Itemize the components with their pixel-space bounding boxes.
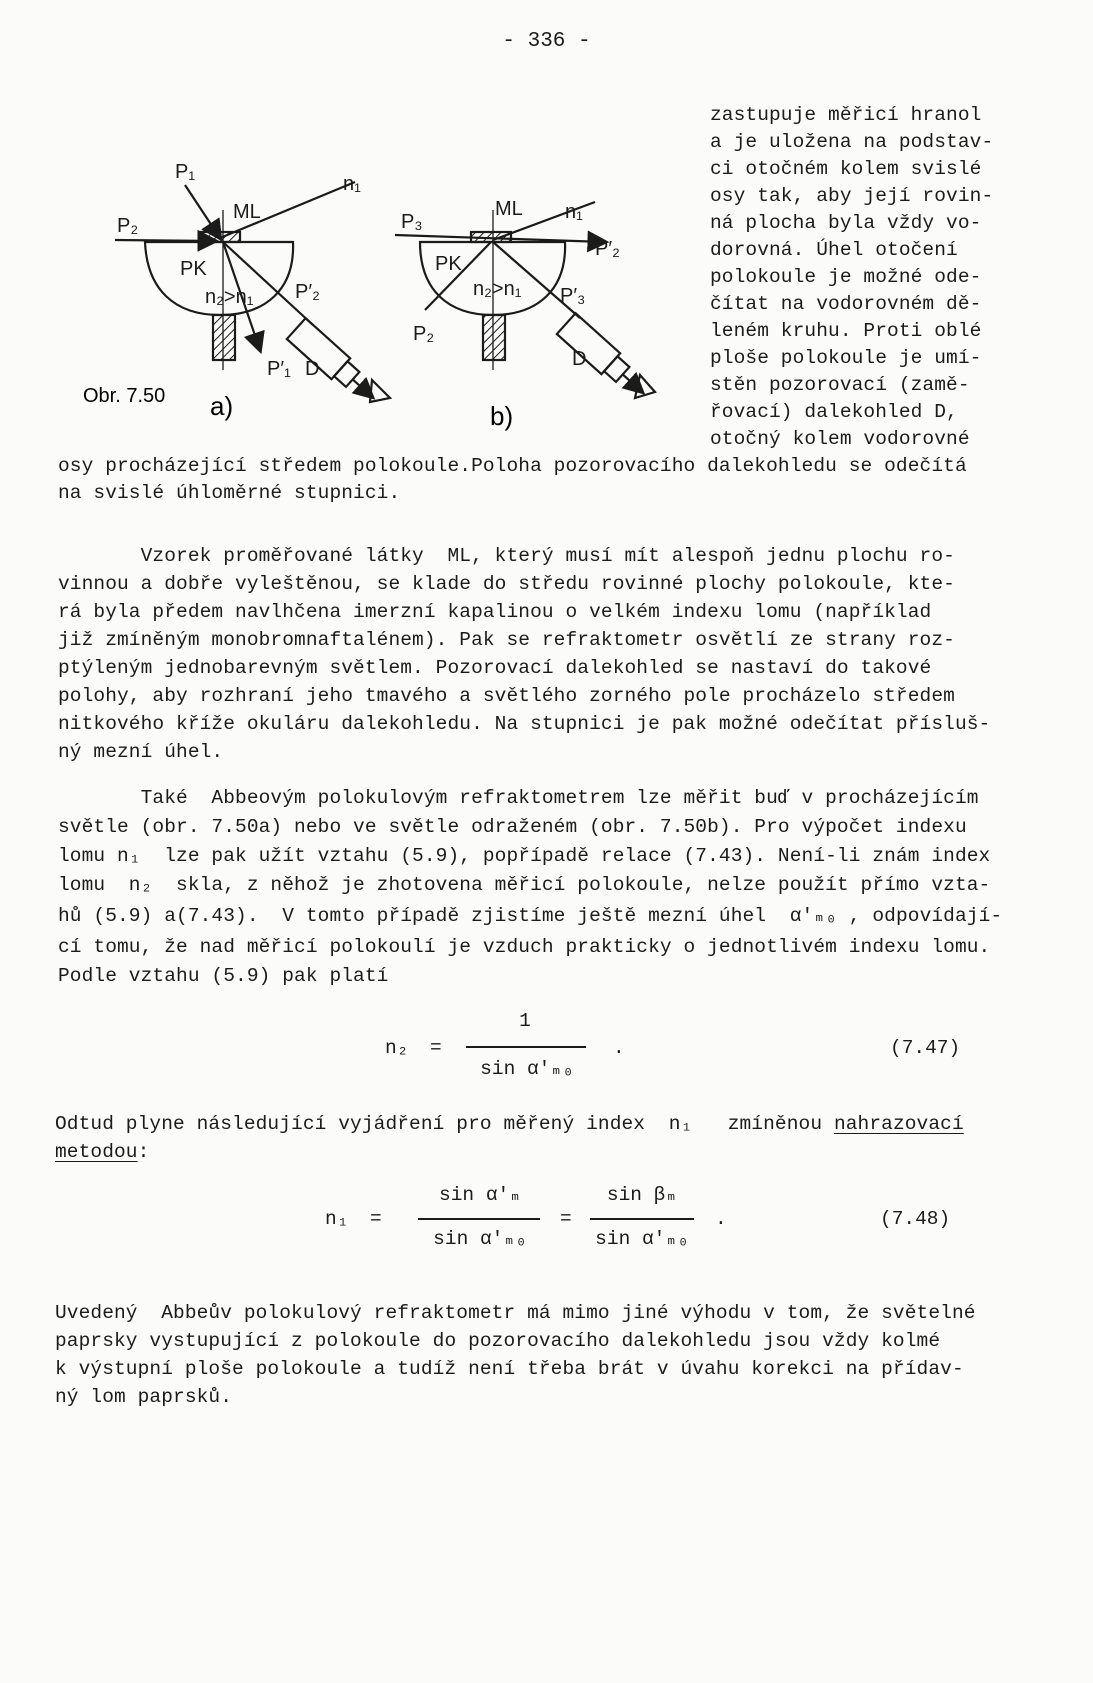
eq1-numerator: 1	[519, 1010, 531, 1032]
text-line: cí tomu, že nad měřicí polokoulí je vzduch prakticky o jednotlivém indexu lomu.	[58, 936, 991, 958]
text-line: polohy, aby rozhraní jeho tmavého a světlého zorného pole procházelo středem	[58, 685, 955, 707]
para4-underlined-term-2: metodou	[55, 1141, 138, 1163]
label-b-n2n1: n₂>n₁	[473, 278, 522, 300]
text-line	[55, 1113, 964, 1135]
text-line: Uvedený Abbeův polokulový refraktometr má mimo jiné výhodu v tom, že světelné	[55, 1302, 976, 1324]
text-line: lomu n₁ lze pak užít vztahu (5.9), popřípadě relace (7.43). Není-li znám index	[58, 845, 991, 867]
text-line: nitkového kříže okuláru dalekohledu. Na stupnici je pak možné odečítat přísluš-	[58, 713, 991, 735]
text-line: k výstupní ploše polokoule a tudíž není třeba brát v úvahu korekci na přídav-	[55, 1358, 964, 1380]
text-line: vinnou a dobře vyleštěnou, se klade do středu rovinné plochy polokoule, kte-	[58, 573, 955, 595]
text-line: polokoule je možné ode-	[710, 266, 982, 288]
text-line: světle (obr. 7.50a) nebo ve světle odraženém (obr. 7.50b). Pro výpočet indexu	[58, 816, 967, 838]
label-a-pk: PK	[180, 258, 207, 280]
label-a-n2n1: n₂>n₁	[205, 286, 254, 308]
text-line: paprsky vystupující z polokoule do pozorovacího dalekohledu jsou vždy kolmé	[55, 1330, 941, 1352]
label-b-p2: P₂	[413, 323, 435, 345]
text-line: ný lom paprsků.	[55, 1386, 233, 1408]
text-line: na svislé úhloměrné stupnici.	[58, 482, 401, 504]
label-b-ml: ML	[495, 198, 523, 220]
diagram-b	[395, 202, 655, 402]
text-line: ci otočném kolem svislé	[710, 158, 982, 180]
text-line: osy tak, aby její rovin-	[710, 185, 994, 207]
text-line: Vzorek proměřované látky ML, který musí mít alespoň jednu plochu ro-	[58, 545, 955, 567]
stand-b	[483, 315, 505, 360]
eq2-equals-1: =	[370, 1208, 382, 1230]
text-line: ný mezní úhel.	[58, 741, 224, 763]
eq2-lhs: n₁	[325, 1208, 349, 1230]
telescope-d	[287, 318, 382, 407]
eq1-equals: =	[430, 1037, 442, 1059]
label-b-d: D	[572, 348, 587, 370]
text-line: Také Abbeovým polokulovým refraktometrem lze měřit buď v procházejícím	[58, 787, 979, 809]
figure-7-50	[75, 140, 725, 460]
label-a-p2prime: P′₂	[295, 281, 320, 303]
eq1-lhs: n₂	[385, 1037, 409, 1059]
eq2-numerator-2: sin βₘ	[606, 1184, 678, 1206]
page-number: - 336 -	[502, 30, 591, 53]
text-line: dorovná. Úhel otočení	[710, 239, 958, 261]
text-line: stěn pozorovací (zamě-	[710, 374, 970, 396]
label-a: a)	[210, 391, 234, 421]
label-a-p2: P₂	[117, 215, 139, 237]
eq2-equals-2: =	[560, 1208, 572, 1230]
text-line: ploše polokoule je umí-	[710, 347, 982, 369]
text-line: hů (5.9) a(7.43). V tomto případě zjistíme ještě mezní úhel α′ₘ₀ , odpovídají-	[58, 905, 1003, 927]
para4-suffix: :	[137, 1141, 150, 1163]
text-line: leném kruhu. Proti oblé	[710, 320, 982, 342]
text-line: rá byla předem navlhčena imerzní kapalinou o velkém indexu lomu (například	[58, 601, 932, 623]
text-line: otočný kolem vodorovné	[710, 428, 970, 450]
label-a-d: D	[305, 358, 320, 380]
eq1-fraction-bar	[466, 1046, 586, 1048]
text-line: osy procházející středem polokoule.Poloha pozorovacího dalekohledu se odečítá	[58, 455, 967, 477]
label-b-pk: PK	[435, 253, 462, 275]
text-line: čítat na vodorovném dě-	[710, 293, 982, 315]
text-line	[55, 1141, 149, 1163]
text-line: lomu n₂ skla, z něhož je zhotovena měřicí polokoule, nelze použít přímo vzta-	[58, 874, 991, 896]
eq1-denominator: sin α′ₘ₀	[480, 1058, 574, 1080]
text-line: zastupuje měřicí hranol	[710, 104, 982, 126]
label-b: b)	[490, 401, 514, 431]
eq2-fraction-bar-2	[590, 1218, 694, 1220]
text-line: Podle vztahu (5.9) pak platí	[58, 965, 389, 987]
label-b-p3: P₃	[401, 211, 423, 233]
eq2-dot: .	[715, 1208, 727, 1230]
eq2-number: (7.48)	[880, 1208, 951, 1230]
text-line: řovací) dalekohled D,	[710, 401, 958, 423]
eq1-dot: .	[613, 1037, 625, 1059]
text-line: ná plocha byla vždy vo-	[710, 212, 982, 234]
label-a-n1: n₁	[343, 173, 361, 195]
eq1-number: (7.47)	[890, 1037, 961, 1059]
text-line: a je uložena na podstav-	[710, 131, 994, 153]
label-b-p2prime: P′₂	[595, 238, 620, 260]
stand	[213, 315, 235, 360]
figure-caption: Obr. 7.50	[83, 385, 166, 407]
eq2-fraction-bar-1	[418, 1218, 540, 1220]
para4-prefix: Odtud plyne následující vyjádření pro měřený index n₁ zmíněnou	[55, 1113, 834, 1135]
eq2-denominator-2: sin α′ₘ₀	[595, 1228, 689, 1250]
eq2-numerator-1: sin α′ₘ	[439, 1184, 521, 1206]
text-line: již zmíněným monobromnaftalénem). Pak se refraktometr osvětlí ze strany roz-	[58, 629, 955, 651]
para4-underlined-term: nahrazovací	[833, 1113, 964, 1135]
text-line: ptýleným jednobarevným světlem. Pozorovací dalekohled se nastaví do takové	[58, 657, 932, 679]
label-b-n1: n₁	[565, 201, 583, 223]
label-a-p1: P₁	[175, 161, 196, 183]
label-a-ml: ML	[233, 201, 261, 223]
label-a-p1prime: P′₁	[267, 358, 291, 380]
eq2-denominator-1: sin α′ₘ₀	[433, 1228, 527, 1250]
label-b-p3prime: P′₃	[560, 285, 586, 307]
